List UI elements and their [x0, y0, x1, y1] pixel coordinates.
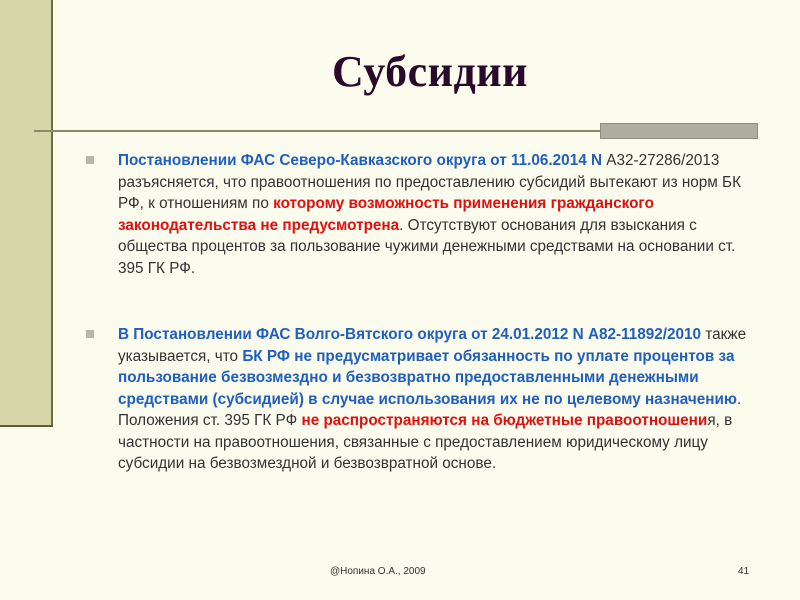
bullet-1-segment-3: которому возможность применения гражданского законодательства не предусмотрена: [118, 195, 654, 234]
decorative-side-bar: [0, 0, 53, 427]
bullet-marker-icon: [86, 330, 94, 338]
bullet-paragraph-2: [118, 324, 758, 475]
title-rule-block: [600, 123, 758, 139]
bullet-1-segment-1: Постановлении ФАС Северо-Кавказского округа от 11.06.2014 N: [118, 152, 603, 169]
bullet-2-segment-3: БК РФ не предусматривает обязанность по уплате процентов за пользование безвозмездно и безвозвратно предоставленными денежными средствами (субсидией) в случае использования их не по целевому назначению: [118, 347, 737, 408]
bullet-2-segment-4: . Положения ст. 395 ГК РФ: [118, 390, 742, 429]
footer-author: @Нопина О.А., 2009: [330, 566, 426, 577]
slide-title: Субсидии: [332, 47, 528, 96]
bullet-1-segment-4: . Отсутствуют основания для взыскания с общества процентов за пользование чужими денежными средствами на основании ст. 395 ГК РФ.: [118, 216, 736, 277]
bullet-marker-icon: [86, 156, 94, 164]
bullet-2-segment-1: В Постановлении ФАС Волго-Вятского округа от 24.01.2012 N А82-11892/2010: [118, 326, 702, 343]
bullet-paragraph-1: [118, 150, 758, 279]
bullet-2-segment-6: я, в частности на правоотношения, связанные с предоставлением юридическому лицу субсидии на безвозмездной и безвозвратной основе.: [118, 412, 733, 472]
title-rule: [34, 130, 600, 132]
page-number: 41: [738, 566, 750, 577]
bullet-2-segment-2: также указывается, что: [118, 326, 747, 365]
bullet-2-segment-5: не распространяются на бюджетные правоотношени: [301, 412, 708, 429]
decorative-side-bar-base: [0, 425, 53, 427]
bullet-1-segment-2: А32-27286/2013 разъясняется, что правоотношения по предоставлению субсидий вытекают из норм БК РФ, к отношениям по: [118, 152, 742, 212]
